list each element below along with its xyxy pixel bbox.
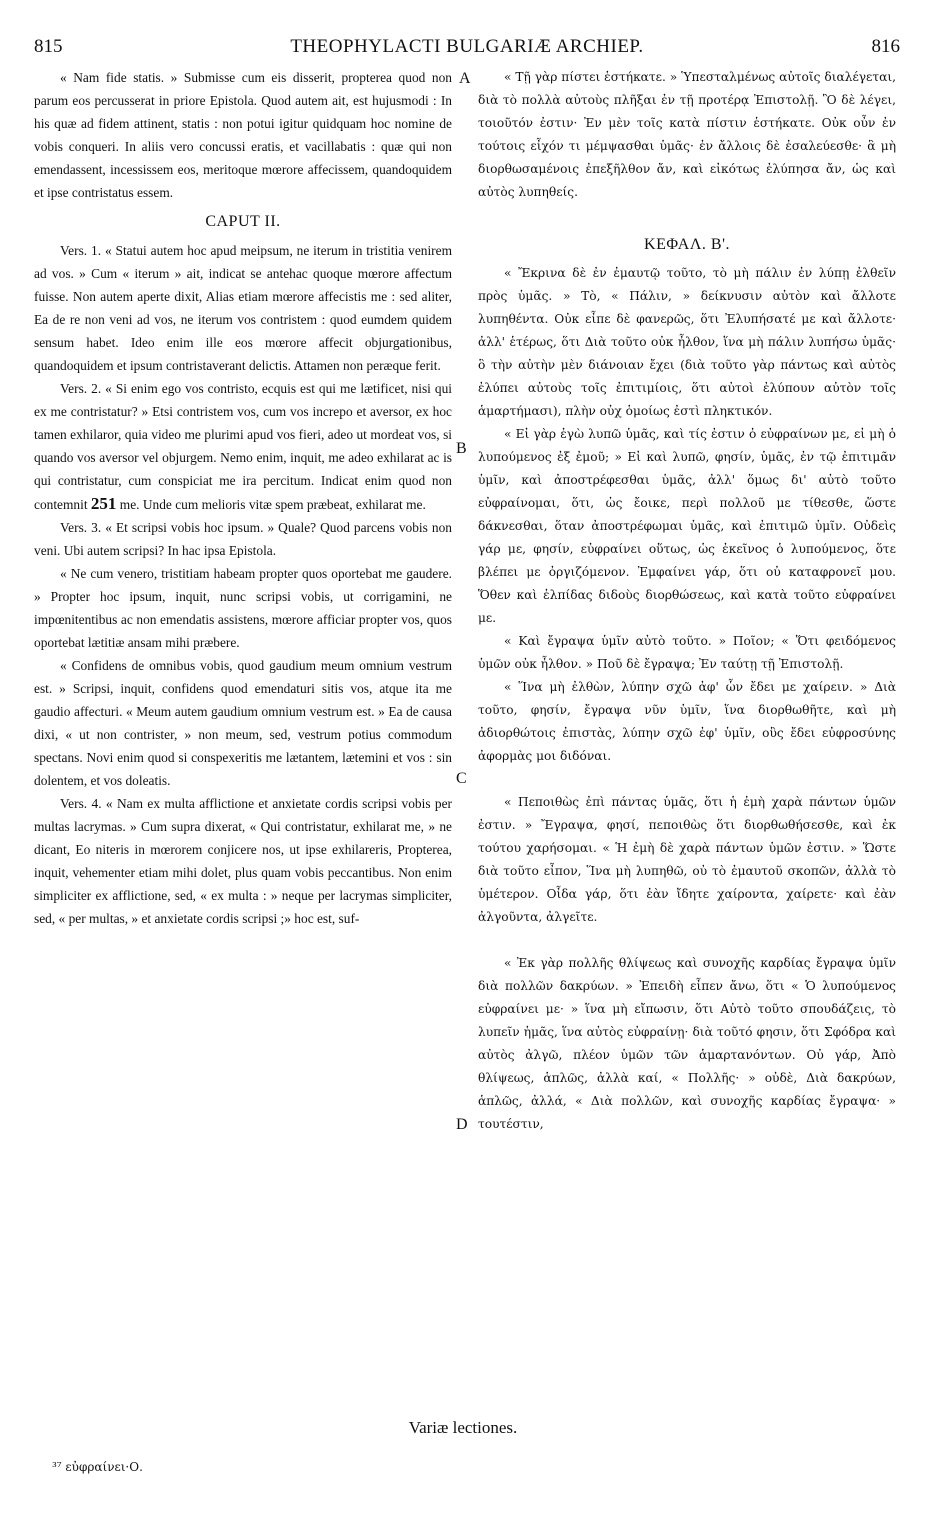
latin-paragraph-2: Vers. 1. « Statui autem hoc apud meipsum, ne iterum in tristitia venirem ad vos. » Cum « iterum » ait, indicat se antehac quoque mœrore affectum fuisse. Non autem aperte dixit, Alias etiam mœrore affecistis me : sed aliter, Ea de re non veni ad vos, ne iterum vos contristem : quod eumdem quidem sensum habet. Ideo enim ille eos mœrore affecit objurgationibus, quandoquidem et ipsum contristaverant delictis. Attamen non peræque ferit.: [34, 243, 452, 373]
greek-paragraph-3: « Εἰ γὰρ ἐγὼ λυπῶ ὑμᾶς, καὶ τίς ἐστιν ὁ εὐφραίνων με, εἰ μὴ ὁ λυπούμενος ἐξ ἐμοῦ; » Εἰ καὶ λυπῶ, φησίν, ὑμᾶς, ἐν τῷ ἐπιτιμᾶν ὑμῖν, καὶ ἀποστρέφεσθαι ὑμᾶς, ἀλλ' ὅμως δι' αὐτὸ τοῦτο εὐφραίνομαι, ὅτι, ὡς ἔοικε, περὶ πολλοῦ με τίθεσθε, ὥστε δάκνεσθαι, ὅταν ἀποστρέφωμαι ὑμᾶς, καὶ ἐπιτιμῶ ὑμῖν. Οὐδεὶς γάρ με, φησίν, εὐφραίνει οὕτως, ὡς ἐκεῖνος ὁ λυπούμενος, ὅτε βλέπει με ὀργιζόμενον. Ἐμφαίνει γάρ, ὅτι οὐ καταφρονεῖ μου. Ὅθεν καὶ ἐλπίδας διδοὺς διορθώσεως, καὶ κατὰ τοῦτο εὐφραίνει με.: [478, 427, 896, 625]
greek-chapter-heading: ΚΕΦΑΛ. Β'.: [644, 236, 730, 253]
greek-paragraph-1: « Τῇ γὰρ πίστει ἑστήκατε. » Ὑπεσταλμένως αὐτοῖς διαλέγεται, διὰ τὸ πολλὰ αὐτοὺς πλῆξαι ἐν τῇ προτέρᾳ Ἐπιστολῇ. Ὃ δὲ λέγει, τοιοῦτόν ἐστιν· Ἐν μὲν τοῖς κατὰ πίστιν ἑστήκατε. Οὐκ οὖν ἐν τούτοις εἶχόν τι μέμψασθαι ὑμᾶς· ἐν ἄλλοις δὲ ἐσαλεύεσθε· ἃ μὴ διορθωσαμένοις ἐπεξῆλθον ἄν, καὶ εἰκότως ἐλύπησα ἄν, ὡς καὶ αὐτὸς λυπηθείς.: [478, 70, 896, 199]
running-header: [34, 36, 900, 62]
spacer: [478, 929, 896, 952]
greek-paragraph-6: « Πεποιθὼς ἐπὶ πάντας ὑμᾶς, ὅτι ἡ ἐμὴ χαρὰ πάντων ὑμῶν ἐστιν. » Ἔγραψα, φησί, πεποιθὼς ὅτι διορθωθήσεσθε, καὶ ἐκ τούτου χαρήσομαι. « Ἡ ἐμὴ δὲ χαρὰ πάντων ὑμῶν ἐστιν. » Ὥστε διὰ τοῦτο εἶπον, Ἵνα μὴ λυπηθῶ, οὐ τὸ ἐμαυτοῦ σκοπῶν, ἀλλὰ τὸ ὑμέτερον. Οἶδα γάρ, ὅτι ἐὰν ἴδητε χαίροντα, χαίρετε· καὶ ἐὰν ἀλγοῦντα, ἀλγεῖτε.: [478, 795, 896, 924]
spacer: [478, 768, 896, 791]
section-marker-a: A: [459, 70, 471, 87]
running-title: THEOPHYLACTI BULGARIÆ ARCHIEP.: [290, 36, 644, 57]
footnote: ³⁷ εὐφραίνει·Ο.: [52, 1460, 143, 1474]
section-marker-c: C: [456, 770, 467, 787]
greek-column: [478, 66, 896, 1136]
latin-paragraph-4: Vers. 3. « Et scripsi vobis hoc ipsum. » Quale? Quod parcens vobis non veni. Ubi autem scripsi? In hac ipsa Epistola.: [34, 520, 452, 558]
page-number-left: 815: [34, 36, 63, 57]
latin-paragraph-3-text-a: Vers. 2. « Si enim ego vos contristo, ecquis est qui me lætificet, nisi qui ex me contristatur? » Etsi contristem vos, cum vos increpo et aversor, ex hoc tamen exhilaror, quia video me plurimi apud vos fieri, adeo ut mordeat vos, si quando vos aversor vel objurgem. Nemo enim, inquit, me adeo exhilarat ac is qui contristatur, cum conspiciat me ira percitum. Indicat enim quod non contemnit: [34, 381, 452, 512]
latin-paragraph-3-text-b: me. Unde cum melioris vitæ spem præbeat, exhilarat me.: [119, 497, 426, 512]
latin-paragraph-3: [34, 377, 452, 516]
page-number-right: 816: [871, 36, 900, 57]
greek-paragraph-4: « Καὶ ἔγραψα ὑμῖν αὐτὸ τοῦτο. » Ποῖον; « Ὅτι φειδόμενος ὑμῶν οὐκ ἦλθον. » Ποῦ δὲ ἔγραψα; Ἐν ταύτῃ τῇ Ἐπιστολῇ.: [478, 634, 896, 671]
greek-paragraph-2: « Ἔκρινα δὲ ἐν ἐμαυτῷ τοῦτο, τὸ μὴ πάλιν ἐν λύπῃ ἐλθεῖν πρὸς ὑμᾶς. » Τὸ, « Πάλιν, » δείκνυσιν αὐτὸν καὶ ἄλλοτε λυπηθέντα. Οὐκ εἶπε δὲ φανερῶς, ὅτι Ἐλυπήσατέ με καὶ ἄλλοτε· ἀλλ' ἑτέρως, ὅτι Διὰ τοῦτο οὐκ ἦλθον, ἵνα μὴ πάλιν λυπήσω ὑμᾶς· ὃ τὴν αὐτὴν μὲν διάνοιαν ἔχει (διὰ τοῦτο γὰρ πάντως καὶ αὐτὸς ἐλύπει αὐτοὺς τοῖς ἐπιτιμίοις, ὅτι αὐτοὶ ἐλύπουν αὐτὸν τοῖς ἁμαρτήμασι), πλὴν οὐχ ὁμοίως ἐστὶ πληκτικόν.: [478, 266, 896, 418]
greek-paragraph-5: « Ἵνα μὴ ἐλθὼν, λύπην σχῶ ἀφ' ὧν ἔδει με χαίρειν. » Διὰ τοῦτο, φησίν, ἔγραψα νῦν ὑμῖν, ἵνα διορθωθῆτε, καὶ μὴ ἀδιορθώτοις ἐπιστὰς, λύπην σχῶ ἐφ' ὑμῖν, οὓς ἔδει εὐφροσύνης ἀφορμὰς μοι διδόναι.: [478, 680, 896, 763]
latin-paragraph-6: « Confidens de omnibus vobis, quod gaudium meum omnium vestrum est. » Scripsi, inquit, confidens quod emendaturi sitis vos, atque ita me gaudio affecturi. « Meum autem gaudium omnium vestrum est. » Ea de causa dixi, « ut non contrister, » non meum, sed, vestrum potius commodum spectans. Novi enim quod si conspexeritis me lætantem, lætemini et vos : sin dolentem, et vos doleatis.: [34, 658, 452, 788]
column-number: 251: [90, 494, 117, 513]
section-marker-b: B: [456, 440, 467, 457]
latin-chapter-heading: CAPUT II.: [205, 213, 281, 230]
latin-paragraph-5: « Ne cum venero, tristitiam habeam propter quos oportebat me gaudere. » Propter hoc ipsum, inquit, nunc scripsi vobis, ut corrigamini, ne impœnitentibus ac non emendatis assistens, mœrore afficiar propter vos, quos oportebat lætitiæ ansam mihi præbere.: [34, 566, 452, 650]
variae-lectiones-heading: Variæ lectiones.: [408, 1418, 518, 1437]
latin-column: [34, 66, 452, 930]
section-marker-d: D: [456, 1116, 468, 1133]
spacer: [478, 204, 896, 227]
latin-paragraph-1: « Nam fide statis. » Submisse cum eis disserit, propterea quod non parum eos percusserat in priore Epistola. Quod autem ait, est hujusmodi : In his quæ ad fidem attinent, statis : non potui igitur quidquam hoc nomine de vobis conqueri. In aliis vero concussi eratis, et vacillabatis : quæ qui non emendassent, incessissem eos, meritoque mœrore affecissem, quandoquidem et ipse contristatus essem.: [34, 70, 452, 200]
greek-paragraph-7: « Ἐκ γὰρ πολλῆς θλίψεως καὶ συνοχῆς καρδίας ἔγραψα ὑμῖν διὰ πολλῶν δακρύων. » Ἐπειδὴ εἶπεν ἄνω, ὅτι « Ὁ λυπούμενος εὐφραίνει με· » ἵνα μὴ εἴπωσιν, ὅτι Αὐτὸ τοῦτο σπουδάζεις, τὸ λυπεῖν ἡμᾶς, ἵνα αὐτὸς εὐφραίνῃ· διὰ τοῦτό φησιν, ὅτι Σφόδρα καὶ αὐτὸς ἀλγῶ, πλέον ὑμῶν τῶν ἁμαρτανόντων. Οὐ γάρ, Ἀπὸ θλίψεως, ἁπλῶς, ἀλλὰ καί, « Πολλῆς· » οὐδὲ, Διὰ δακρύων, ἁπλῶς, ἀλλά, « Διὰ πολλῶν, καὶ συνοχῆς καρδίας ἔγραψα· » τουτέστιν,: [478, 956, 896, 1131]
latin-paragraph-7: Vers. 4. « Nam ex multa afflictione et anxietate cordis scripsi vobis per multas lacrymas. » Cum supra dixerat, « Qui contristatur, exhilarat me, » ne dicant, Eo niteris in mœrorem conjicere nos, ut ipse exhilareris, Propterea, inquit, vehementer etiam mihi dolet, plus quam vobis peccantibus. Non enim simpliciter ex afflictione, sed, « ex multa : » neque per lacrymas simpliciter, sed, « per multas, » et anxietate cordis scripsi ;» hoc est, suf-: [34, 796, 452, 926]
